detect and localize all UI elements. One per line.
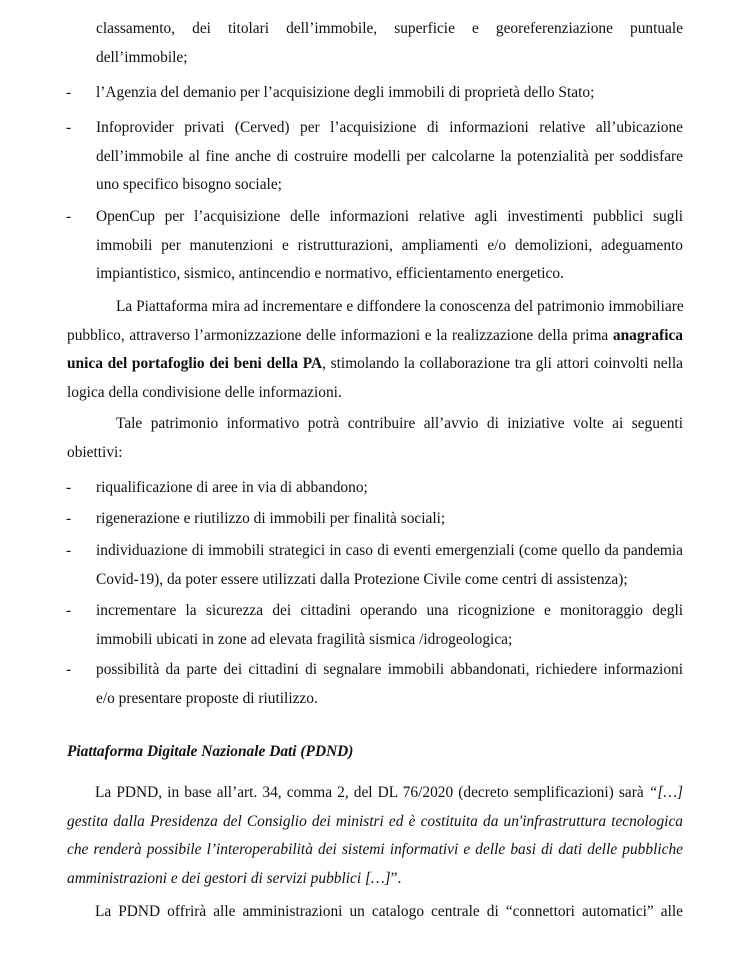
italic-text: che renderà possibile l’interoperabilità dei sistemi informativi e delle basi di dati delle pubbliche bbox=[67, 841, 683, 859]
paragraph bbox=[67, 898, 683, 927]
list-item bbox=[96, 597, 683, 654]
list-dash: - bbox=[66, 510, 72, 527]
italic-text: gestita dalla Presidenza del Consiglio dei ministri ed è costituita da un'infrastruttura tecnologica bbox=[67, 812, 683, 830]
text-line: riqualificazione di aree in via di abbandono; bbox=[96, 479, 368, 496]
list-dash: - bbox=[66, 602, 72, 619]
list-dash: - bbox=[66, 661, 72, 678]
text-line bbox=[67, 779, 683, 808]
text-line bbox=[67, 350, 683, 379]
list-dash: - bbox=[66, 208, 72, 225]
text-line: classamento, dei titolari dell’immobile, superficie e georeferenziazione puntuale bbox=[96, 20, 683, 37]
text-line: Infoprovider privati (Cerved) per l’acquisizione di informazioni relative all’ubicazione bbox=[96, 119, 683, 136]
list-item bbox=[96, 79, 683, 108]
text-line: La PDND offrirà alle amministrazioni un catalogo centrale di “connettori automatici” alle bbox=[95, 903, 683, 920]
text-line: immobili ubicati in zone ad elevata fragilità sismica /idrogeologica; bbox=[96, 630, 513, 648]
text-line: possibilità da parte dei cittadini di segnalare immobili abbandonati, richiedere informazioni bbox=[96, 661, 683, 678]
text-line: immobili per manutenzioni e ristrutturazioni, ampliamenti e/o demolizioni, adeguamento bbox=[96, 236, 683, 254]
list-item bbox=[96, 203, 683, 289]
list-dash: - bbox=[66, 119, 72, 136]
text-line: obiettivi: bbox=[67, 443, 123, 461]
text-run: , stimolando la collaborazione tra gli attori coinvolti nella bbox=[322, 355, 683, 373]
text-line bbox=[67, 836, 683, 865]
text-line: uno specifico bisogno sociale; bbox=[96, 176, 282, 194]
paragraph bbox=[67, 779, 683, 893]
text-line: rigenerazione e riutilizzo di immobili per finalità sociali; bbox=[96, 510, 446, 527]
text-line bbox=[67, 808, 683, 837]
bold-text: anagrafica bbox=[612, 326, 683, 344]
text-line: La Piattaforma mira ad incrementare e diffondere la conoscenza del patrimonio immobiliare bbox=[116, 298, 684, 315]
italic-text: “[…] bbox=[648, 784, 683, 801]
paragraph bbox=[67, 410, 683, 467]
text-line: logica della condivisione delle informazioni. bbox=[67, 383, 342, 401]
text-run: pubblico, attraverso l’armonizzazione delle informazioni e la realizzazione della prima bbox=[67, 326, 613, 344]
text-line: dell’immobile; bbox=[96, 48, 188, 66]
paragraph bbox=[67, 293, 683, 407]
list-item bbox=[96, 114, 683, 200]
list-dash: - bbox=[66, 542, 72, 559]
text-line: OpenCup per l’acquisizione delle informazioni relative agli investimenti pubblici sugli bbox=[96, 208, 683, 225]
text-line bbox=[67, 865, 683, 894]
list-item bbox=[96, 474, 683, 503]
list-dash: - bbox=[66, 84, 72, 101]
text-line bbox=[67, 322, 683, 351]
italic-text: amministrazioni e dei gestori di servizi pubblici […] bbox=[67, 869, 391, 887]
list-item bbox=[96, 537, 683, 594]
text-line: e/o presentare proposte di riutilizzo. bbox=[96, 689, 318, 707]
list-item bbox=[96, 505, 683, 534]
text-line: individuazione di immobili strategici in caso di eventi emergenziali (come quello da pandemia bbox=[96, 542, 683, 559]
text-line: incrementare la sicurezza dei cittadini operando una ricognizione e monitoraggio degli bbox=[96, 602, 683, 619]
bold-text: unica del portafoglio dei beni della PA bbox=[67, 355, 323, 373]
text-line: Tale patrimonio informativo potrà contribuire all’avvio di iniziative volte ai seguenti bbox=[116, 415, 683, 432]
text-line: dell’immobile al fine anche di costruire modelli per calcolarne la potenzialità per soddisfare bbox=[96, 147, 683, 165]
list-item-continuation bbox=[96, 15, 683, 72]
text-line: l’Agenzia del demanio per l’acquisizione degli immobili di proprietà dello Stato; bbox=[96, 84, 595, 101]
text-line: Covid-19), da poter essere utilizzati dalla Protezione Civile come centri di assistenza); bbox=[96, 570, 628, 588]
text-run: La PDND, in base all’art. 34, comma 2, del DL 76/2020 (decreto semplificazioni) sarà bbox=[95, 784, 649, 801]
section-heading: Piattaforma Digitale Nazionale Dati (PDND) bbox=[67, 743, 354, 760]
list-dash: - bbox=[66, 479, 72, 496]
text-run: ”. bbox=[390, 869, 402, 887]
text-line: impiantistico, sismico, antincendio e normativo, efficientamento energetico. bbox=[96, 265, 564, 283]
list-item bbox=[96, 656, 683, 713]
